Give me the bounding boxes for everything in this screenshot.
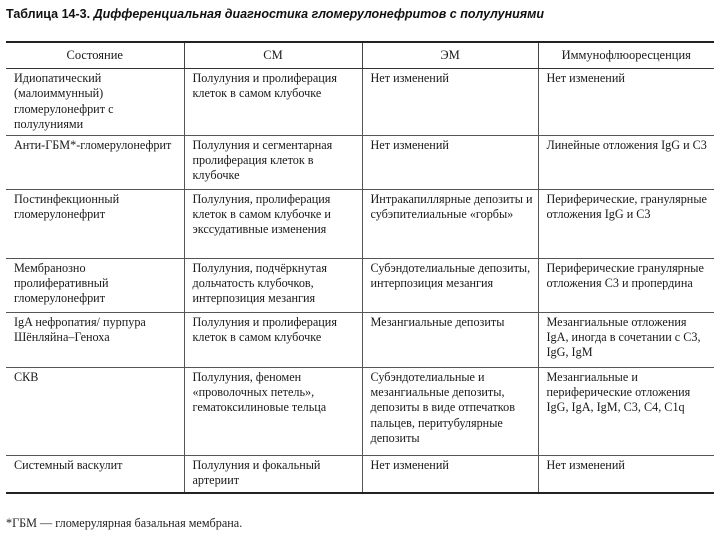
header-electron-microscopy: ЭМ (362, 42, 538, 69)
cell-em: Нет изменений (362, 455, 538, 493)
header-light-microscopy: СМ (184, 42, 362, 69)
cell-lm: Полулуния, феномен «проволочных петель», гематоксилиновые тельца (184, 367, 362, 455)
cell-em: Нет изменений (362, 69, 538, 136)
table-row (6, 312, 714, 367)
cell-if: Нет изменений (538, 455, 714, 493)
cell-condition: Идиопатический (малоиммунный) гломерулонефрит с полулуниями (6, 69, 184, 136)
cell-lm: Полулуния, пролиферация клеток в самом клубочке и экссудативные изменения (184, 189, 362, 258)
cell-if: Периферические, гранулярные отложения IgG и C3 (538, 189, 714, 258)
cell-em: Интракапиллярные депозиты и субэпителиальные «горбы» (362, 189, 538, 258)
table-caption (6, 7, 544, 21)
table-row (6, 189, 714, 258)
cell-condition: СКВ (6, 367, 184, 455)
cell-lm: Полулуния и сегментарная пролиферация клеток в клубочке (184, 135, 362, 189)
cell-if: Периферические гранулярные отложения C3 и пропердина (538, 258, 714, 312)
header-row (6, 42, 714, 69)
cell-condition: Анти-ГБМ*-гломерулонефрит (6, 135, 184, 189)
cell-if: Мезангиальные и периферические отложения IgG, IgA, IgM, C3, C4, C1q (538, 367, 714, 455)
cell-condition: Постинфекционный гломерулонефрит (6, 189, 184, 258)
footnote: *ГБМ — гломерулярная базальная мембрана. (6, 516, 243, 530)
cell-condition: Системный васкулит (6, 455, 184, 493)
table-row (6, 367, 714, 455)
table-number: Таблица 14-3. (6, 7, 91, 21)
cell-lm: Полулуния, подчёркнутая дольчатость клубочков, интерпозиция мезангия (184, 258, 362, 312)
header-immunofluorescence: Иммунофлюоресценция (538, 42, 714, 69)
cell-if: Нет изменений (538, 69, 714, 136)
cell-lm: Полулуния и пролиферация клеток в самом клубочке (184, 312, 362, 367)
cell-em: Субэндотелиальные и мезангиальные депозиты, депозиты в виде отпечатков пальцев, перитубулярные депозиты (362, 367, 538, 455)
cell-condition: IgA нефропатия/ пурпура Шёнляйна–Геноха (6, 312, 184, 367)
table-row (6, 258, 714, 312)
cell-em: Субэндотелиальные депозиты, интерпозиция мезангия (362, 258, 538, 312)
cell-em: Мезангиальные депозиты (362, 312, 538, 367)
header-condition: Состояние (6, 42, 184, 69)
cell-if: Мезангиальные отложения IgA, иногда в сочетании с C3, IgG, IgM (538, 312, 714, 367)
diagnosis-table (6, 41, 714, 494)
cell-if: Линейные отложения IgG и C3 (538, 135, 714, 189)
table-title: Дифференциальная диагностика гломерулонефритов с полулуниями (93, 7, 545, 21)
table-row (6, 135, 714, 189)
cell-lm: Полулуния и фокальный артериит (184, 455, 362, 493)
cell-condition: Мембранозно пролиферативный гломерулонефрит (6, 258, 184, 312)
table-row (6, 69, 714, 136)
cell-lm: Полулуния и пролиферация клеток в самом клубочке (184, 69, 362, 136)
table-row (6, 455, 714, 493)
cell-em: Нет изменений (362, 135, 538, 189)
